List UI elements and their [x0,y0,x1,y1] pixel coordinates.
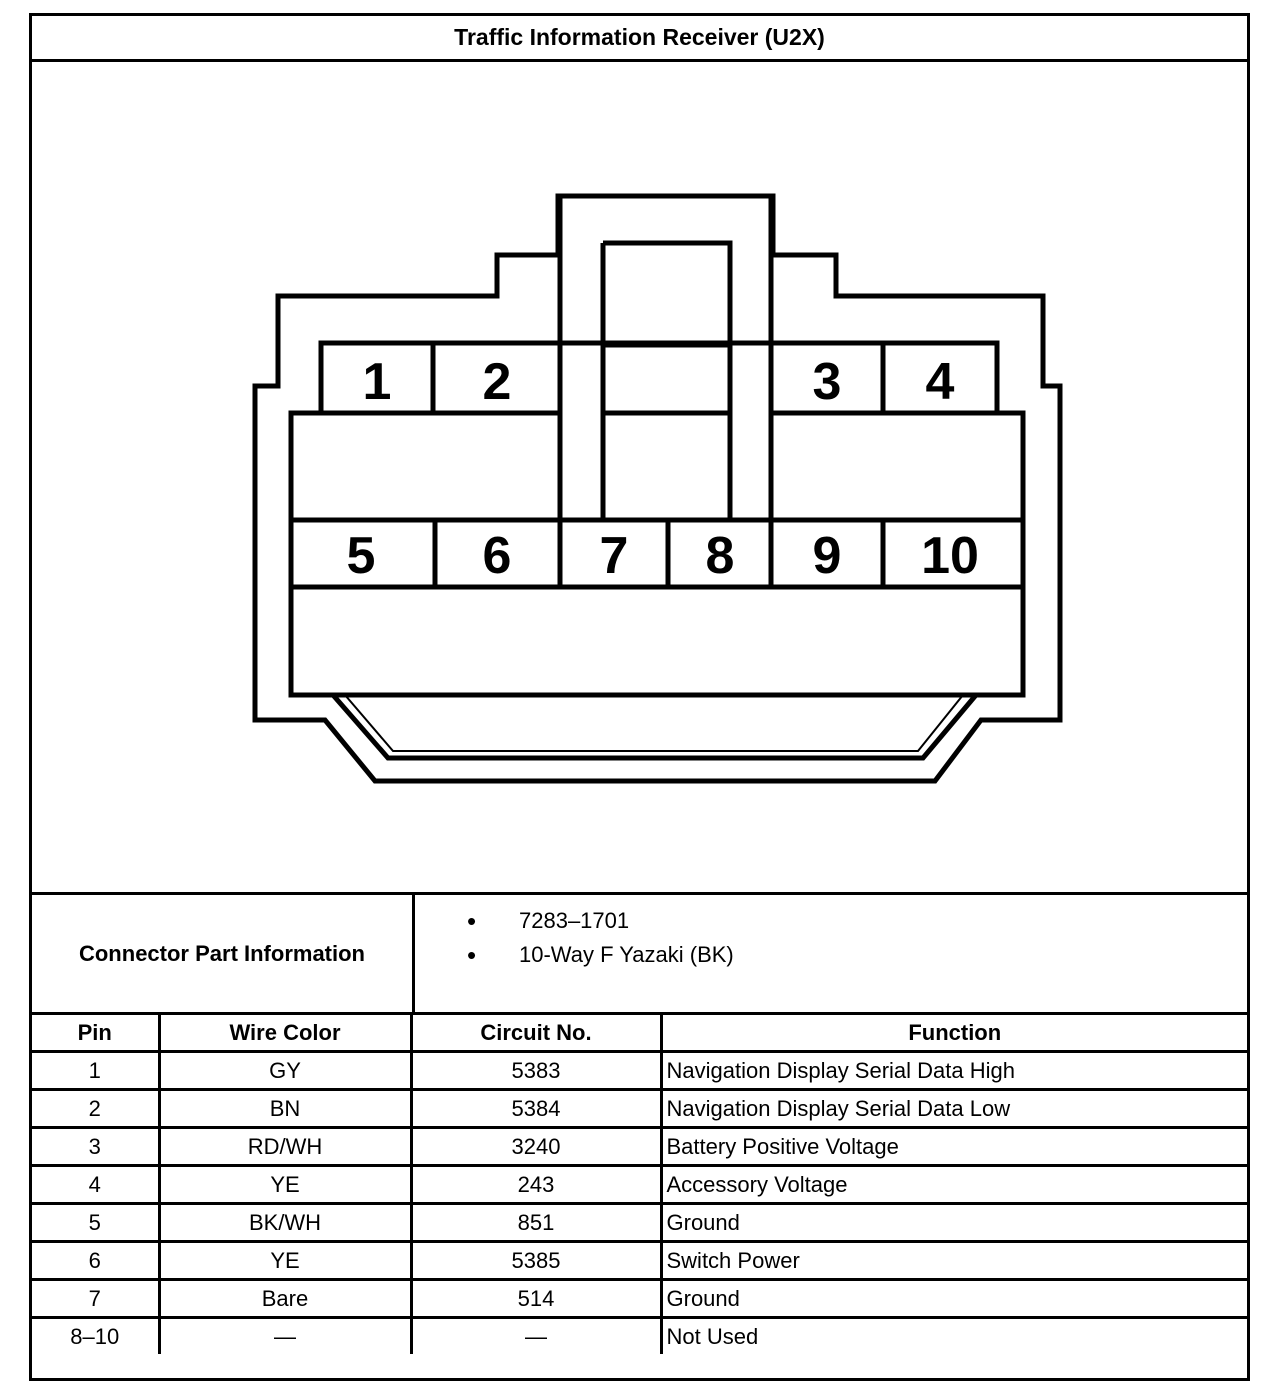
table-row [32,1128,1247,1166]
pin-label-5: 5 [346,527,376,585]
table-row [32,1242,1247,1280]
table-row [32,1052,1247,1090]
connector-diagram [32,16,1247,886]
pin-label-10: 10 [921,527,979,585]
part-info-label: Connector Part Information [32,895,415,1012]
pin-cell: 6 [32,1242,159,1280]
connector-bottom-chamfer [333,695,976,758]
circuit-no-cell: 851 [411,1204,661,1242]
circuit-no-cell: — [411,1318,661,1355]
pin-label-4: 4 [925,353,955,411]
pin-label-6: 6 [482,527,512,585]
function-cell: Battery Positive Voltage [661,1128,1247,1166]
table-row [32,1204,1247,1242]
pin-cell: 2 [32,1090,159,1128]
table-row [32,1318,1247,1355]
wire-color-cell: RD/WH [159,1128,411,1166]
circuit-no-cell: 5385 [411,1242,661,1280]
pin-cell: 7 [32,1280,159,1318]
circuit-no-cell: 5383 [411,1052,661,1090]
connector-part-info [32,892,1247,1015]
table-row [32,1090,1247,1128]
table-row [32,1166,1247,1204]
pin-label-9: 9 [812,527,842,585]
connector-latch-window [603,243,730,520]
table-header-row [32,1014,1247,1052]
page-title: Traffic Information Receiver (U2X) [32,16,1247,62]
wire-color-cell: BN [159,1090,411,1128]
circuit-no-cell: 243 [411,1166,661,1204]
pin-label-3: 3 [812,353,842,411]
circuit-no-cell: 5384 [411,1090,661,1128]
pin-cell: 1 [32,1052,159,1090]
part-number: • 7283–1701 [467,907,734,941]
function-cell: Accessory Voltage [661,1166,1247,1204]
wire-color-cell: BK/WH [159,1204,411,1242]
function-cell: Navigation Display Serial Data High [661,1052,1247,1090]
table-row [32,1280,1247,1318]
circuit-no-cell: 3240 [411,1128,661,1166]
column-header-pin: Pin [32,1014,159,1052]
pin-label-8: 8 [705,527,735,585]
lower-cavity-row [291,520,1023,587]
wire-color-cell: — [159,1318,411,1355]
pin-cell: 8–10 [32,1318,159,1355]
part-info-list [467,907,734,975]
function-cell: Navigation Display Serial Data Low [661,1090,1247,1128]
connector-type: • 10-Way F Yazaki (BK) [467,941,734,975]
wire-color-cell: YE [159,1242,411,1280]
pin-cell: 4 [32,1166,159,1204]
column-header-circuit-no: Circuit No. [411,1014,661,1052]
connector-sheet [29,13,1250,1381]
pin-cell: 3 [32,1128,159,1166]
column-header-wire-color: Wire Color [159,1014,411,1052]
wire-color-cell: GY [159,1052,411,1090]
function-cell: Not Used [661,1318,1247,1355]
pin-label-2: 2 [482,353,512,411]
function-cell: Switch Power [661,1242,1247,1280]
pin-label-7: 7 [599,527,629,585]
wire-color-cell: YE [159,1166,411,1204]
wire-color-cell: Bare [159,1280,411,1318]
function-cell: Ground [661,1280,1247,1318]
circuit-no-cell: 514 [411,1280,661,1318]
pin-cell: 5 [32,1204,159,1242]
column-header-function: Function [661,1014,1247,1052]
pinout-table [32,1012,1247,1354]
function-cell: Ground [661,1204,1247,1242]
pin-label-1: 1 [362,353,392,411]
